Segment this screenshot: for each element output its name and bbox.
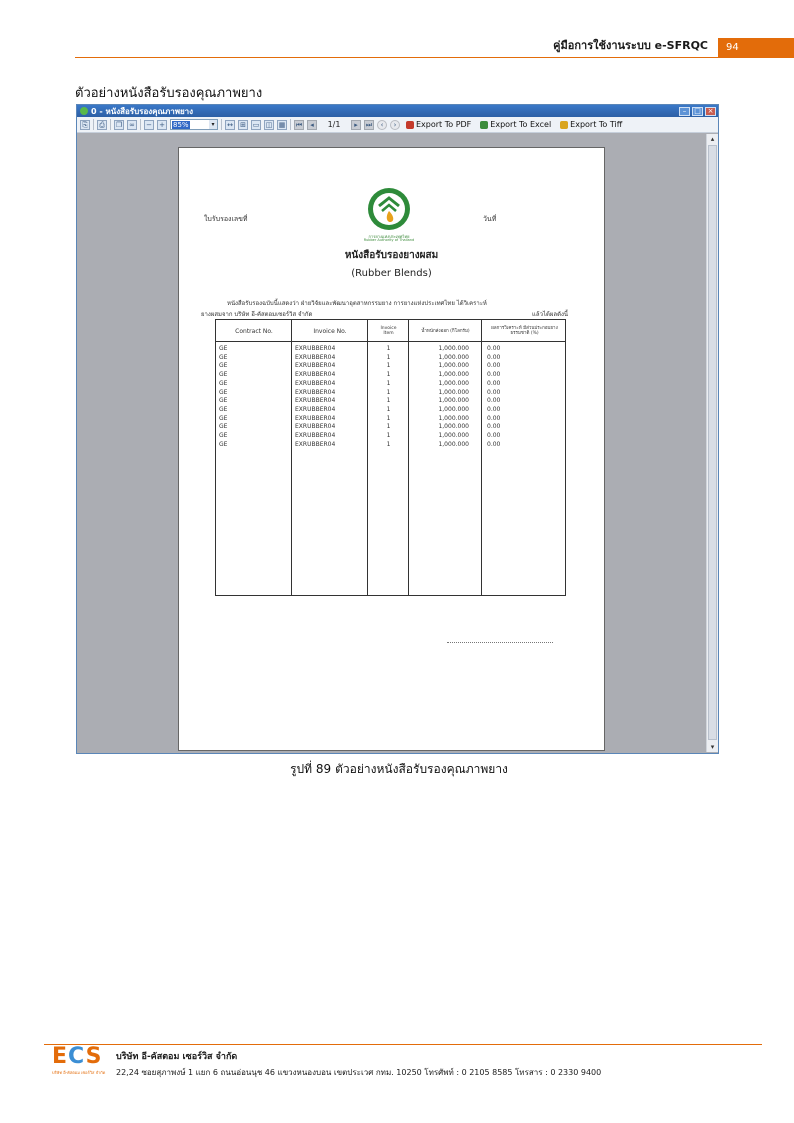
header-divider — [75, 57, 718, 58]
table-cell-item: 1 — [386, 362, 391, 370]
zoom-select[interactable] — [170, 119, 218, 130]
table-cell-result: 0.00 — [487, 423, 501, 431]
table-cell-result: 0.00 — [487, 432, 501, 439]
table-cell-invoice: EXRUBBER04 — [295, 397, 336, 405]
export-excel-button[interactable] — [477, 120, 554, 129]
single-page-icon[interactable]: ▭ — [252, 120, 260, 129]
copy-icon[interactable]: ⎘ — [80, 120, 90, 130]
table-cell-result: 0.00 — [487, 397, 501, 405]
table-cell-weight: 1,000.000 — [438, 440, 469, 448]
page-indicator: 1/1 — [327, 120, 341, 129]
table-cell-contract: GE — [219, 379, 228, 387]
header-analysis-result: ผลการวิเคราะห์ มีส่วนประกอบยางธรรมชาติ (%) — [491, 326, 558, 336]
report-page — [178, 147, 605, 751]
table-cell-invoice: EXRUBBER04 — [295, 414, 336, 422]
logo-letter-e: E — [52, 1044, 69, 1069]
whole-page-icon[interactable]: ⊞ — [238, 120, 248, 130]
table-cell-weight: 1,000.000 — [438, 432, 469, 439]
table-cell-item: 1 — [386, 371, 391, 379]
table-cell-result: 0.00 — [487, 440, 501, 448]
table-cell-invoice: EXRUBBER04 — [295, 432, 336, 439]
scroll-up-icon[interactable]: ▴ — [710, 135, 715, 143]
scrollbar-thumb[interactable] — [708, 145, 717, 740]
intro-line-1: หนังสือรับรองฉบับนี้แสดงว่า ฝ่ายวิจัยและพัฒนาอุตสาหกรรมยาง การยางแห่งประเทศไทย ได้วิเคราะห์ — [227, 300, 487, 307]
previous-page-icon[interactable]: ◂ — [307, 120, 317, 130]
table-cell-invoice: EXRUBBER04 — [295, 388, 336, 396]
logo-subtitle: บริษัท อี-คัสตอม เซอร์วิส จำกัด — [52, 1070, 106, 1075]
table-cell-invoice: EXRUBBER04 — [295, 371, 336, 379]
table-cell-weight: 1,000.000 — [438, 362, 469, 370]
zoom-out-icon[interactable]: − — [144, 120, 154, 130]
first-page-icon[interactable]: ⏮ — [295, 120, 303, 129]
table-cell-invoice: EXRUBBER04 — [295, 440, 336, 448]
table-cell-item: 1 — [386, 388, 391, 396]
figure-caption — [0, 760, 794, 779]
intro-line-2-right: แล้วได้ผลดังนี้ — [532, 311, 568, 318]
table-cell-result: 0.00 — [487, 353, 501, 361]
table-cell-weight: 1,000.000 — [438, 379, 469, 387]
header-invoice-no: Invoice No. — [313, 327, 347, 335]
table-cell-weight: 1,000.000 — [438, 423, 469, 431]
vertical-scrollbar[interactable] — [706, 134, 718, 752]
viewer-toolbar — [77, 117, 718, 133]
table-cell-result: 0.00 — [487, 405, 501, 413]
copy-page-icon[interactable]: ❐ — [115, 120, 123, 129]
table-cell-contract: GE — [219, 345, 228, 352]
figure-caption-text: ตัวอย่างหนังสือรับรองคุณภาพยาง — [335, 762, 508, 776]
table-cell-invoice: EXRUBBER04 — [295, 405, 336, 413]
date-label: วันที่ — [483, 215, 497, 223]
table-cell-contract: GE — [219, 423, 228, 431]
document-subtitle: (Rubber Blends) — [351, 268, 432, 279]
table-cell-invoice: EXRUBBER04 — [295, 379, 336, 387]
figure-label: รูปที่ 89 — [290, 762, 332, 776]
signature-line — [447, 642, 553, 643]
next-page-icon[interactable]: ▸ — [351, 120, 361, 130]
chevron-down-icon[interactable]: ▾ — [209, 120, 217, 129]
window-title: 0 - หนังสือรับรองคุณภาพยาง — [91, 106, 194, 116]
toolbar-separator — [290, 119, 291, 130]
last-page-icon[interactable]: ⏭ — [365, 120, 373, 129]
close-button[interactable]: × — [705, 107, 716, 116]
toolbar-separator — [93, 119, 94, 130]
manual-title: คู่มือการใช้งานระบบ e-SFRQC — [553, 39, 708, 52]
table-cell-contract: GE — [219, 353, 228, 361]
intro-line-2: ยางผสมจาก บริษัท อี-คัสตอมเซอร์วิส จำกัด — [201, 311, 313, 318]
app-icon — [80, 107, 88, 115]
table-cell-result: 0.00 — [487, 388, 501, 396]
table-cell-weight: 1,000.000 — [438, 345, 469, 352]
table-cell-result: 0.00 — [487, 379, 501, 387]
rubber-authority-logo-icon — [366, 186, 412, 232]
table-cell-weight: 1,000.000 — [438, 397, 469, 405]
toolbar-separator — [140, 119, 141, 130]
document-title: หนังสือรับรองยางผสม — [344, 250, 439, 261]
table-cell-result: 0.00 — [487, 362, 501, 370]
table-cell-item: 1 — [386, 423, 391, 431]
table-cell-weight: 1,000.000 — [438, 371, 469, 379]
table-cell-contract: GE — [219, 440, 228, 448]
table-cell-weight: 1,000.000 — [438, 353, 469, 361]
table-cell-contract: GE — [219, 388, 228, 396]
table-cell-item: 1 — [386, 440, 391, 448]
table-cell-contract: GE — [219, 414, 228, 422]
header-contract-no: Contract No. — [235, 327, 273, 335]
back-icon[interactable]: ‹ — [377, 120, 387, 130]
header-export-weight: น้ำหนักส่งออก (กิโลกรัม) — [421, 328, 470, 334]
export-tiff-label: Export To Tiff — [570, 120, 623, 129]
section-title: ตัวอย่างหนังสือรับรองคุณภาพยาง — [75, 86, 263, 101]
window-controls — [679, 107, 718, 116]
footer-company-name: บริษัท อี-คัสตอม เซอร์วิส จำกัด — [116, 1052, 238, 1062]
table-cell-weight: 1,000.000 — [438, 414, 469, 422]
print-icon[interactable]: ⎙ — [97, 120, 107, 130]
table-cell-invoice: EXRUBBER04 — [295, 423, 336, 431]
page-width-icon[interactable]: ↔ — [225, 120, 235, 130]
table-cell-result: 0.00 — [487, 345, 501, 352]
logo-letter-s: S — [85, 1044, 103, 1069]
header-invoice-item: Invoice Item — [380, 326, 397, 336]
forward-icon[interactable]: › — [390, 120, 400, 130]
window-titlebar[interactable] — [77, 105, 718, 117]
toolbar-separator — [221, 119, 222, 130]
export-tiff-button[interactable] — [557, 120, 625, 129]
table-cell-result: 0.00 — [487, 371, 501, 379]
table-cell-item: 1 — [386, 345, 391, 352]
pdf-icon — [406, 121, 414, 129]
table-cell-item: 1 — [386, 379, 391, 387]
minimize-button[interactable]: – — [679, 107, 690, 116]
company-logo — [52, 1046, 110, 1076]
excel-icon — [480, 121, 488, 129]
table-cell-invoice: EXRUBBER04 — [295, 345, 336, 352]
export-excel-label: Export To Excel — [490, 120, 552, 129]
table-cell-contract: GE — [219, 371, 228, 379]
export-pdf-label: Export To PDF — [416, 120, 472, 129]
table-cell-contract: GE — [219, 432, 228, 439]
footer-address: 22,24 ซอยสุภาพงษ์ 1 แยก 6 ถนนอ่อนนุช 46 แขวงหนองบอน เขตประเวศ กทม. 10250 โทรศัพท์ : 0 2105 8585 โทรสาร : 0 2330 9400 — [116, 1068, 602, 1077]
maximize-button[interactable]: □ — [692, 107, 703, 116]
binoculars-icon[interactable]: ∞ — [127, 120, 137, 130]
export-pdf-button[interactable] — [403, 120, 474, 129]
results-table — [215, 319, 566, 596]
table-cell-contract: GE — [219, 405, 228, 413]
table-cell-contract: GE — [219, 397, 228, 405]
table-cell-weight: 1,000.000 — [438, 388, 469, 396]
certificate-number-label: ใบรับรองเลขที่ — [204, 215, 248, 223]
table-cell-weight: 1,000.000 — [438, 405, 469, 413]
table-cell-item: 1 — [386, 432, 391, 439]
table-cell-contract: GE — [219, 362, 228, 370]
table-cell-item: 1 — [386, 414, 391, 422]
zoom-value: 85% — [173, 120, 189, 129]
table-cell-item: 1 — [386, 353, 391, 361]
table-cell-item: 1 — [386, 397, 391, 405]
report-viewport — [77, 134, 706, 752]
two-pages-icon[interactable]: ◫ — [265, 120, 273, 129]
report-viewer-window — [76, 104, 719, 754]
table-cell-invoice: EXRUBBER04 — [295, 353, 336, 361]
logo-caption-english: Rubber Authority of Thailand — [363, 238, 415, 242]
table-cell-result: 0.00 — [487, 414, 501, 422]
multi-page-icon[interactable]: ▦ — [278, 120, 286, 129]
footer-divider — [44, 1044, 762, 1045]
logo-letter-c: C — [68, 1044, 86, 1069]
page-number: 94 — [718, 38, 794, 58]
logo-caption-thai: การยางแห่งประเทศไทย — [368, 234, 410, 239]
tiff-icon — [560, 121, 568, 129]
scroll-down-icon[interactable]: ▾ — [710, 743, 715, 751]
table-cell-invoice: EXRUBBER04 — [295, 362, 336, 370]
table-cell-item: 1 — [386, 405, 391, 413]
toolbar-separator — [110, 119, 111, 130]
zoom-in-icon[interactable]: + — [157, 120, 167, 130]
